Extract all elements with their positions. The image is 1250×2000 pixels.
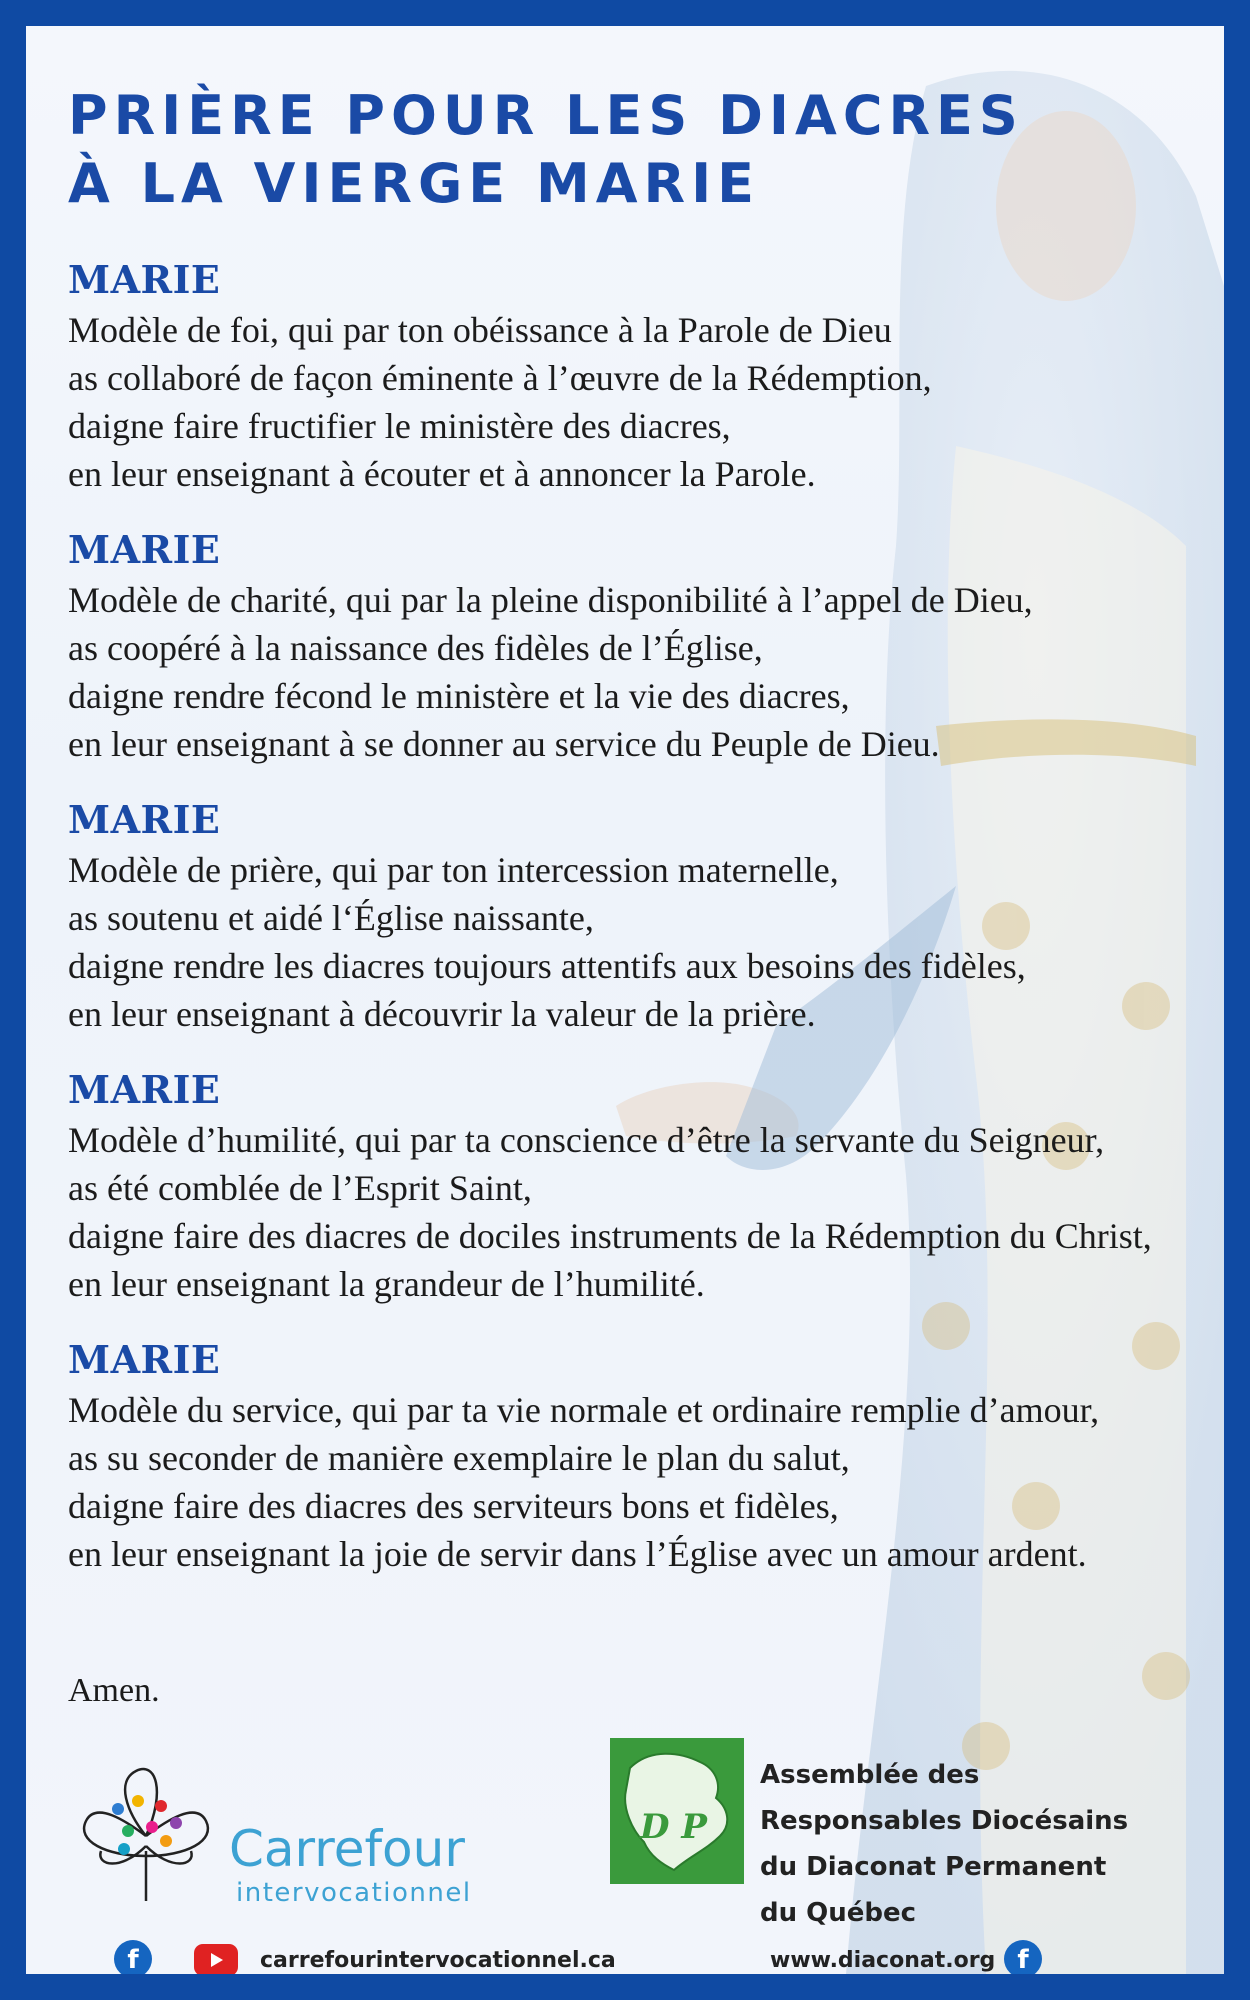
stanza-line: daigne faire des diacres de dociles instruments de la Rédemption du Christ, <box>68 1216 1152 1256</box>
stanza-heading: MARIE <box>68 1067 221 1112</box>
stanza-5 <box>68 1334 1218 1578</box>
stanza-line: Modèle de charité, qui par la pleine disponibilité à l’appel de Dieu, <box>68 580 1033 620</box>
stanza-line: as collaboré de façon éminente à l’œuvre de la Rédemption, <box>68 358 932 398</box>
stanza-heading: MARIE <box>68 797 221 842</box>
adp-logo-letters: D P <box>640 1807 707 1847</box>
carrefour-website-link[interactable]: carrefourintervocationnel.ca <box>260 1948 616 1973</box>
carrefour-subtitle: intervocationnel <box>236 1878 472 1908</box>
prayer-title <box>68 82 1024 218</box>
youtube-icon[interactable] <box>194 1944 238 1976</box>
stanza-heading: MARIE <box>68 527 221 572</box>
stanza-line: as été comblée de l’Esprit Saint, <box>68 1168 532 1208</box>
facebook-icon[interactable]: f <box>1004 1940 1042 1978</box>
stanza-line: daigne faire des diacres des serviteurs bons et fidèles, <box>68 1486 839 1526</box>
stanza-1 <box>68 254 1218 498</box>
stanza-line: en leur enseignant à écouter et à annoncer la Parole. <box>68 454 816 494</box>
diaconat-website-link[interactable]: www.diaconat.org <box>770 1948 996 1973</box>
stanza-heading: MARIE <box>68 257 221 302</box>
stanza-line: Modèle du service, qui par ta vie normale et ordinaire remplie d’amour, <box>68 1390 1100 1430</box>
adp-name-line: Responsables Diocésains <box>760 1806 1129 1836</box>
adp-name-line: Assemblée des <box>760 1760 980 1790</box>
stanza-line: as soutenu et aidé l‘Église naissante, <box>68 898 594 938</box>
stanza-3 <box>68 794 1218 1038</box>
closing-amen: Amen. <box>68 1672 160 1709</box>
facebook-icon[interactable]: f <box>114 1940 152 1978</box>
stanza-line: Modèle de prière, qui par ton intercession maternelle, <box>68 850 839 890</box>
stanza-line: daigne rendre les diacres toujours attentifs aux besoins des fidèles, <box>68 946 1026 986</box>
stanza-heading: MARIE <box>68 1337 221 1382</box>
stanza-2 <box>68 524 1218 768</box>
stanza-line: Modèle d’humilité, qui par ta conscience d’être la servante du Seigneur, <box>68 1120 1105 1160</box>
adp-quebec-map-logo <box>610 1738 744 1884</box>
carrefour-name: Carrefour <box>229 1820 465 1878</box>
prayer-body <box>68 254 1218 1604</box>
adp-name-line: du Québec <box>760 1898 917 1928</box>
title-line-1: PRIÈRE POUR LES DIACRES <box>68 84 1024 147</box>
title-line-2: À LA VIERGE MARIE <box>68 152 761 215</box>
carrefour-tree-logo <box>66 1761 226 1911</box>
stanza-line: daigne rendre fécond le ministère et la vie des diacres, <box>68 676 850 716</box>
stanza-line: en leur enseignant la grandeur de l’humilité. <box>68 1264 705 1304</box>
stanza-line: as su seconder de manière exemplaire le plan du salut, <box>68 1438 850 1478</box>
stanza-line: as coopéré à la naissance des fidèles de l’Église, <box>68 628 763 668</box>
adp-name-line: du Diaconat Permanent <box>760 1852 1107 1882</box>
stanza-line: en leur enseignant la joie de servir dans l’Église avec un amour ardent. <box>68 1534 1087 1574</box>
stanza-line: en leur enseignant à découvrir la valeur de la prière. <box>68 994 816 1034</box>
stanza-line: en leur enseignant à se donner au service du Peuple de Dieu. <box>68 724 940 764</box>
adp-organization-name <box>760 1752 1160 1936</box>
stanza-4 <box>68 1064 1218 1308</box>
stanza-line: daigne faire fructifier le ministère des diacres, <box>68 406 731 446</box>
stanza-line: Modèle de foi, qui par ton obéissance à la Parole de Dieu <box>68 310 892 350</box>
